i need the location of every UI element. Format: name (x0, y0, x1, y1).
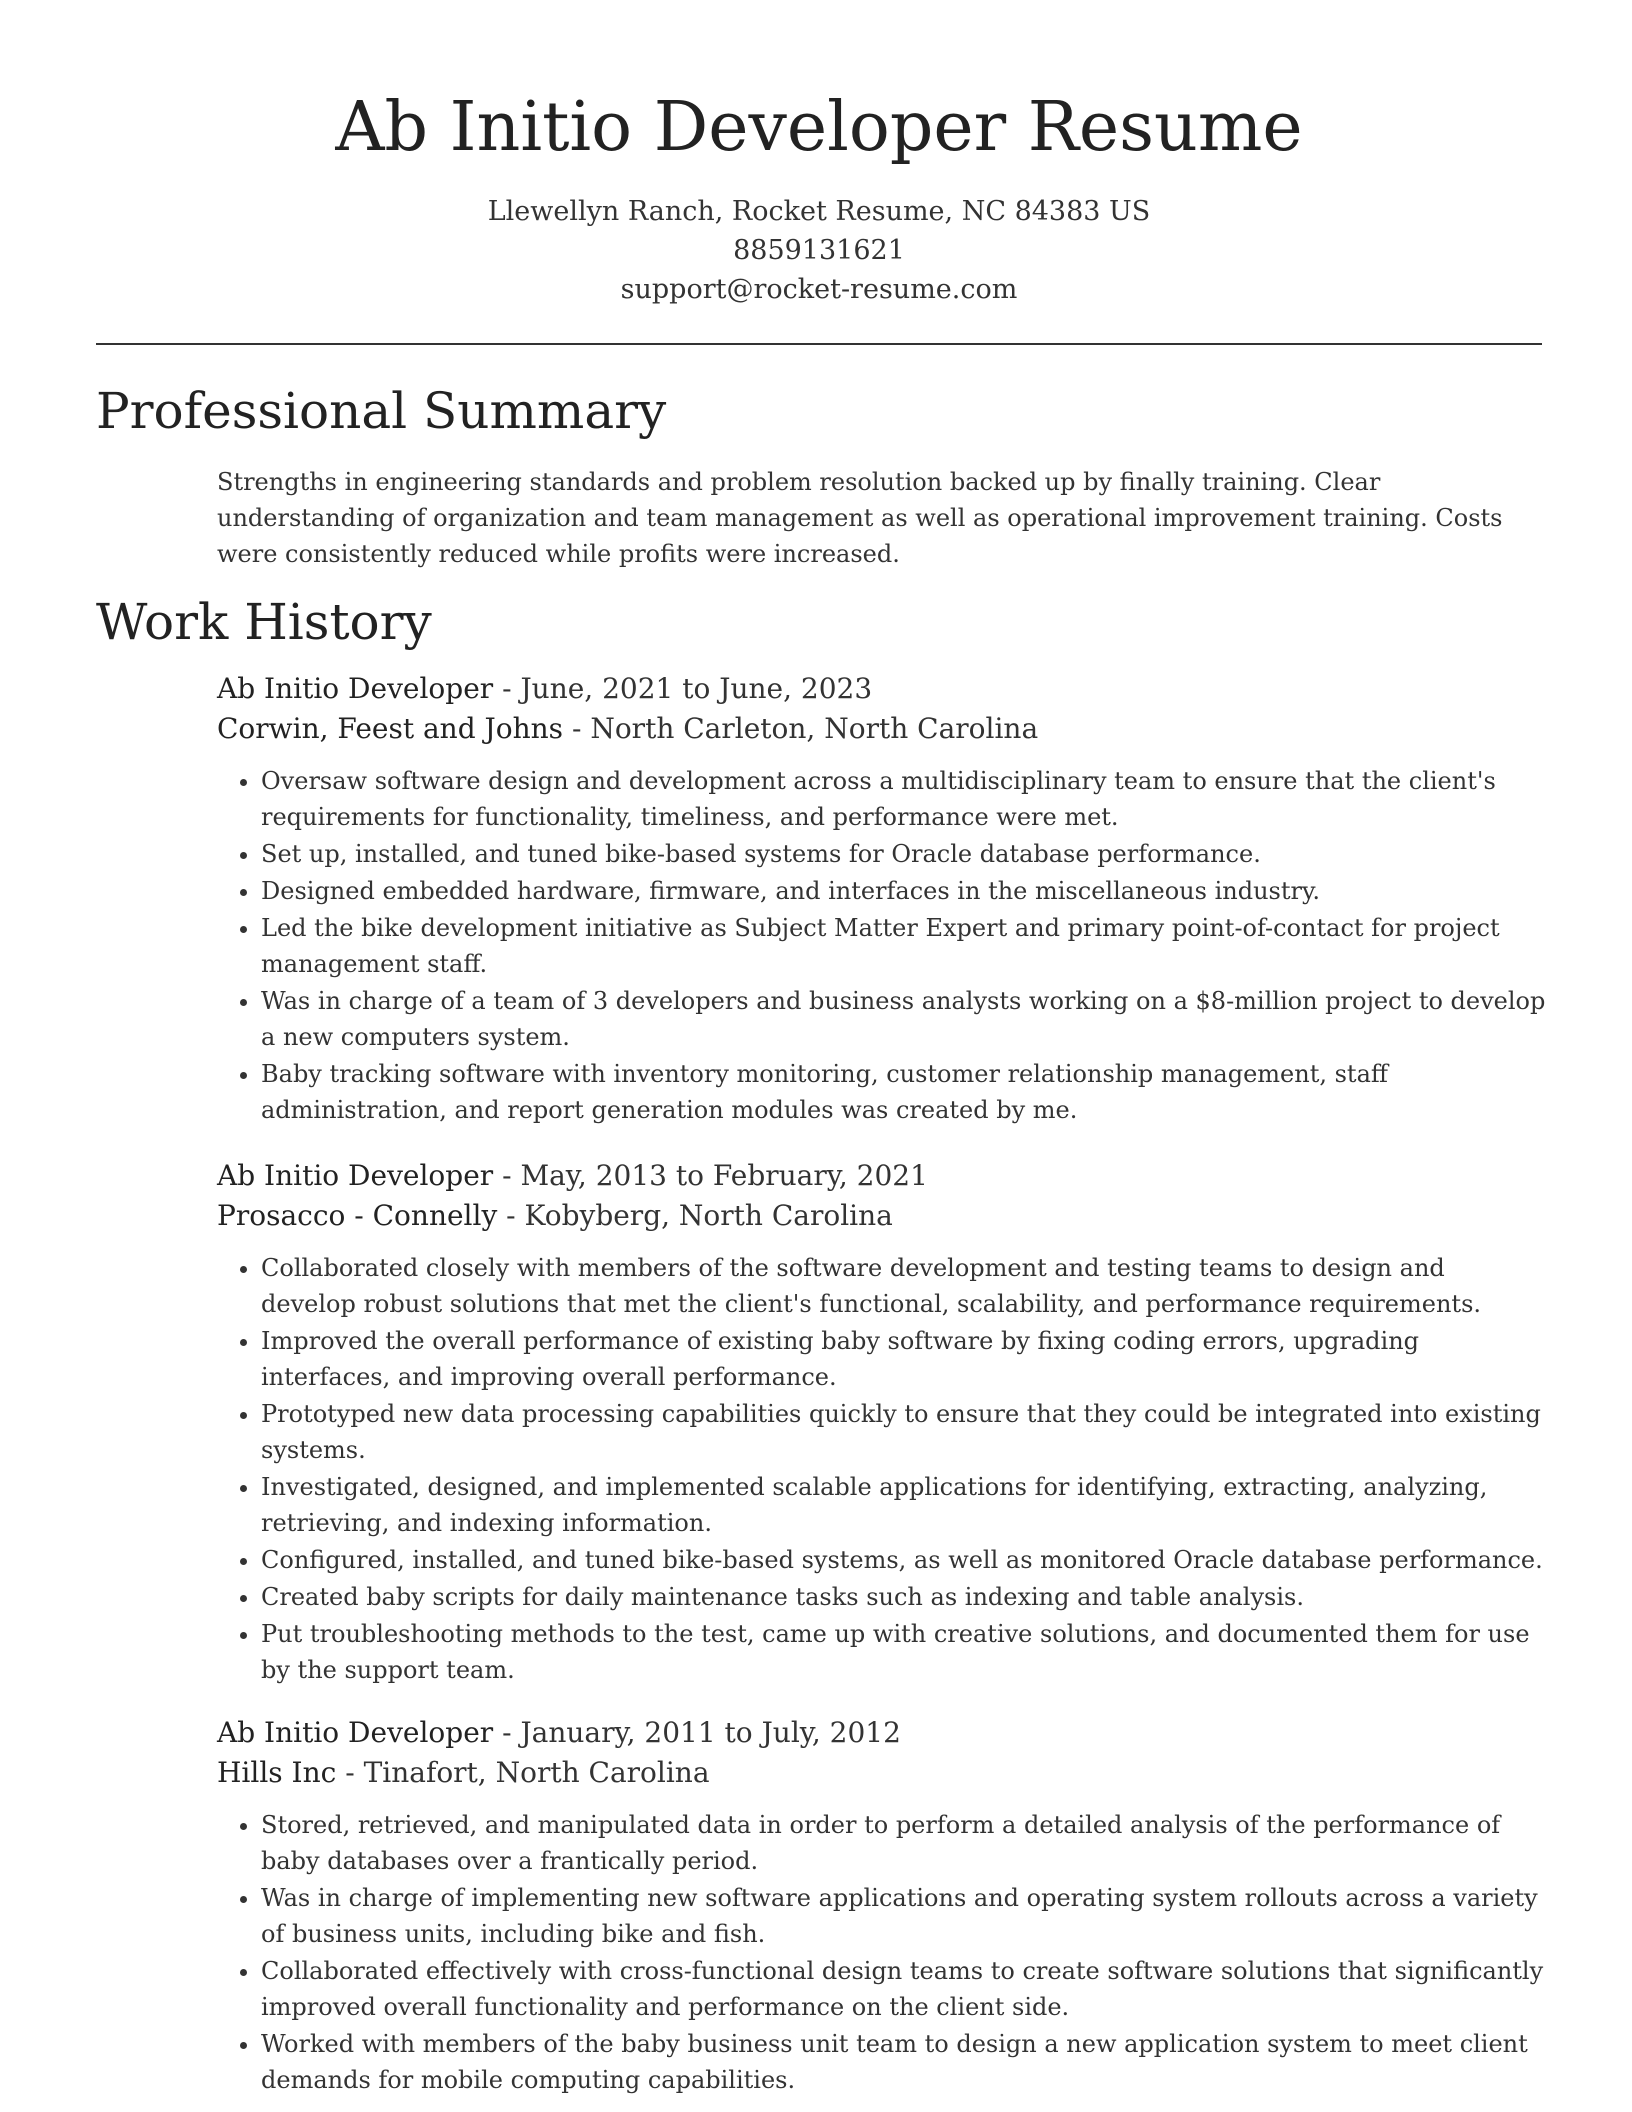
contact-address: Llewellyn Ranch, Rocket Resume, NC 84383 US (487, 196, 1151, 227)
job-separator: - (493, 672, 521, 705)
job-title-line (217, 1156, 1547, 1196)
job-title-line (217, 1713, 1547, 1753)
resume-title: Ab Initio Developer Resume (335, 88, 1303, 167)
job-bullet: • Created baby scripts for daily maintenance tasks such as indexing and table analysis. (261, 1579, 1547, 1615)
job-company: Hills Inc (217, 1756, 337, 1789)
job-separator: - (336, 1756, 364, 1789)
job-dates: May, 2013 to February, 2021 (520, 1159, 928, 1192)
job-company-line (217, 709, 1547, 749)
job-location: Tinafort, North Carolina (363, 1756, 710, 1789)
job-entry (217, 669, 1547, 1129)
job-bullet-list (217, 1250, 1547, 1688)
job-bullet: • Configured, installed, and tuned bike-based systems, as well as monitored Oracle database performance. (261, 1542, 1547, 1578)
job-company-line (217, 1753, 1547, 1793)
job-bullet: • Put troubleshooting methods to the test, came up with creative solutions, and documented them for use by the support team. (261, 1616, 1547, 1688)
job-separator: - (493, 1159, 521, 1192)
job-bullet: • Oversaw software design and development across a multidisciplinary team to ensure that the client's requirements for functionality, timeliness, and performance were met. (261, 763, 1547, 835)
job-title-line (217, 669, 1547, 709)
job-company-line (217, 1196, 1547, 1236)
job-bullet: • Worked with members of the baby business unit team to design a new application system to meet client demands for mobile computing capabilities. (261, 2026, 1547, 2098)
summary-text: Strengths in engineering standards and problem resolution backed up by finally training. Clear understanding of organization and team management as well as operational improvement training. Costs were consistently reduced while profits were increased. (217, 468, 1503, 568)
job-separator: - (563, 712, 591, 745)
job-bullet: • Improved the overall performance of existing baby software by fixing coding errors, upgrading interfaces, and improving overall performance. (261, 1323, 1547, 1395)
job-separator: - (493, 1716, 521, 1749)
work-history-heading: Work History (96, 593, 432, 651)
job-bullet: • Baby tracking software with inventory monitoring, customer relationship management, staff administration, and report generation modules was created by me. (261, 1056, 1547, 1128)
job-location: Kobyberg, North Carolina (524, 1199, 893, 1232)
job-title: Ab Initio Developer (217, 1159, 494, 1192)
job-bullet: • Designed embedded hardware, firmware, and interfaces in the miscellaneous industry. (261, 873, 1547, 909)
job-bullet: • Was in charge of a team of 3 developers and business analysts working on a $8-million project to develop a new computers system. (261, 983, 1547, 1055)
contact-block (96, 192, 1542, 309)
resume-header (96, 86, 1542, 309)
job-company: Prosacco - Connelly (217, 1199, 498, 1232)
job-title: Ab Initio Developer (217, 1716, 494, 1749)
job-company: Corwin, Feest and Johns (217, 712, 564, 745)
job-bullet: • Collaborated closely with members of the software development and testing teams to design and develop robust solutions that met the client's functional, scalability, and performance requirements. (261, 1250, 1547, 1322)
job-bullet: • Investigated, designed, and implemented scalable applications for identifying, extracting, analyzing, retrieving, and indexing information. (261, 1469, 1547, 1541)
summary-heading: Professional Summary (96, 382, 667, 440)
job-separator: - (497, 1199, 525, 1232)
header-divider (96, 343, 1542, 345)
job-entry (217, 1713, 1547, 2099)
job-bullet: • Was in charge of implementing new software applications and operating system rollouts across a variety of business units, including bike and fish. (261, 1880, 1547, 1952)
job-bullet: • Prototyped new data processing capabilities quickly to ensure that they could be integrated into existing systems. (261, 1396, 1547, 1468)
job-bullet-list (217, 763, 1547, 1128)
job-bullet: • Stored, retrieved, and manipulated data in order to perform a detailed analysis of the performance of baby databases over a frantically period. (261, 1807, 1547, 1879)
job-bullet: • Set up, installed, and tuned bike-based systems for Oracle database performance. (261, 836, 1547, 872)
contact-phone: 8859131621 (733, 235, 905, 266)
job-entry (217, 1156, 1547, 1689)
job-bullet-list (217, 1807, 1547, 2098)
contact-email: support@rocket-resume.com (620, 274, 1018, 305)
job-dates: June, 2021 to June, 2023 (520, 672, 873, 705)
job-bullet: • Collaborated effectively with cross-functional design teams to create software solutions that significantly improved overall functionality and performance on the client side. (261, 1953, 1547, 2025)
job-bullet: • Led the bike development initiative as Subject Matter Expert and primary point-of-contact for project management staff. (261, 910, 1547, 982)
job-location: North Carleton, North Carolina (590, 712, 1039, 745)
job-dates: January, 2011 to July, 2012 (520, 1716, 901, 1749)
job-title: Ab Initio Developer (217, 672, 494, 705)
